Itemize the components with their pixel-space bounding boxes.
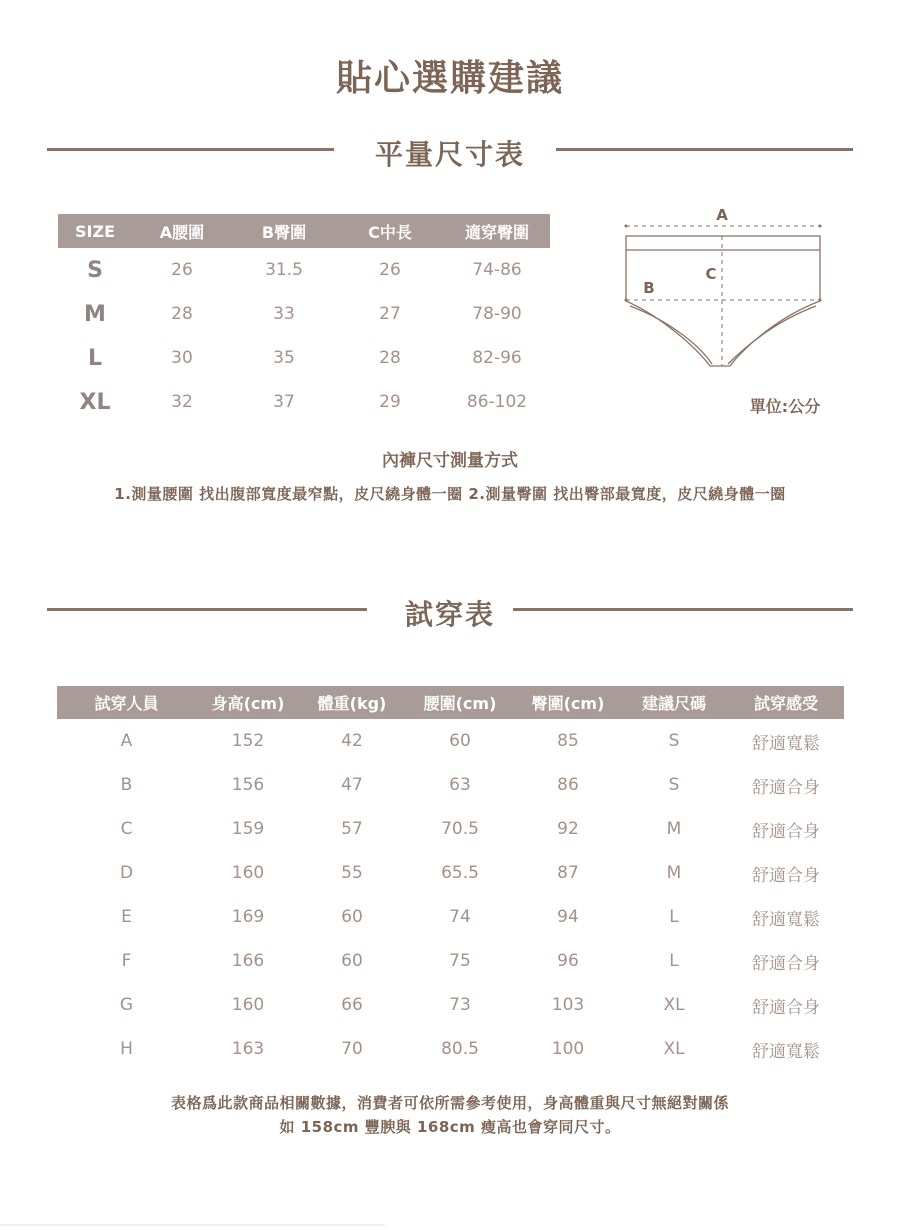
table-cell: 74 (449, 907, 471, 927)
table-cell: 26 (379, 260, 401, 280)
table-cell: 37 (273, 392, 295, 412)
table-cell: 35 (273, 348, 295, 368)
divider-right (513, 608, 853, 611)
table-cell: 160 (231, 863, 265, 883)
table-cell: M (666, 863, 682, 883)
table-cell: 60 (449, 731, 471, 751)
table-row (57, 983, 844, 1027)
table-cell: C (120, 819, 133, 839)
table-cell: 66 (341, 995, 363, 1015)
table-row (57, 939, 844, 983)
table-row (58, 248, 550, 292)
table-cell: 169 (231, 907, 265, 927)
table-cell: B (120, 775, 133, 795)
body-outline (626, 250, 820, 366)
divider-right (556, 148, 853, 151)
table-cell: 舒適合身 (752, 821, 820, 842)
table-cell: 31.5 (265, 260, 303, 280)
size-table (58, 214, 550, 424)
header-cell: 身高(cm) (196, 686, 300, 719)
table-cell: 82-96 (472, 348, 522, 368)
table-cell: D (119, 863, 134, 883)
table-row (58, 380, 550, 424)
table-cell: 舒適合身 (752, 953, 820, 974)
table-cell: 舒適寬鬆 (752, 733, 820, 754)
table-cell: H (120, 1039, 133, 1059)
table-cell: 78-90 (472, 304, 522, 324)
table-cell: 63 (449, 775, 471, 795)
table-cell: XL (663, 995, 685, 1015)
table-cell: 75 (449, 951, 471, 971)
table-cell: 47 (341, 775, 363, 795)
table-cell: 74-86 (472, 260, 522, 280)
table-cell: 85 (557, 731, 579, 751)
header-cell: A腰圍 (132, 214, 232, 248)
waistband-shape (626, 236, 820, 250)
table-cell: L (669, 907, 679, 927)
fitting-table-header (57, 686, 844, 719)
table-cell: 30 (171, 348, 193, 368)
table-row (58, 292, 550, 336)
size-label: S (87, 257, 103, 283)
header-cell: B臀圍 (232, 214, 336, 248)
table-cell: 舒適寬鬆 (752, 909, 820, 930)
measure-method-title: 內褲尺寸測量方式 (382, 451, 518, 471)
table-cell: 96 (557, 951, 579, 971)
table-cell: 60 (341, 907, 363, 927)
table-cell: 86-102 (466, 392, 528, 412)
table-cell: M (666, 819, 682, 839)
diagram-label-c: C (705, 265, 717, 283)
table-row (57, 807, 844, 851)
header-cell: 試穿感受 (728, 686, 844, 719)
table-cell: 42 (341, 731, 363, 751)
table-cell: 94 (557, 907, 579, 927)
header-cell: SIZE (58, 214, 132, 248)
table-cell: L (669, 951, 679, 971)
left-leg-curve (630, 306, 712, 364)
table-cell: 60 (341, 951, 363, 971)
table-cell: 160 (231, 995, 265, 1015)
table-cell: 舒適合身 (752, 865, 820, 886)
table-cell: E (121, 907, 132, 927)
table-cell: 26 (171, 260, 193, 280)
measure-method-text: 1.測量腰圍 找出腹部寬度最窄點，皮尺繞身體一圈 2.測量臀圍 找出臀部最寬度，皮尺繞身體一圈 (114, 485, 786, 503)
dim-endpoint (625, 299, 628, 302)
table-cell: 27 (379, 304, 401, 324)
table-cell: 28 (379, 348, 401, 368)
table-row (57, 895, 844, 939)
dim-endpoint (819, 299, 822, 302)
right-leg-curve (728, 306, 816, 364)
table-cell: G (119, 995, 134, 1015)
fit-section-title: 試穿表 (404, 598, 495, 631)
table-cell: 32 (171, 392, 193, 412)
table-cell: 舒適寬鬆 (752, 1041, 820, 1062)
table-cell: 156 (231, 775, 265, 795)
main-title: 貼心選購建議 (335, 58, 564, 99)
table-cell: 100 (551, 1039, 585, 1059)
table-cell: 166 (231, 951, 265, 971)
diagram-label-a: A (716, 206, 728, 224)
table-row (58, 336, 550, 380)
table-cell: 55 (341, 863, 363, 883)
header-cell: 適穿臀圍 (444, 214, 550, 248)
bottom-divider (0, 1224, 385, 1226)
header-cell: 試穿人員 (57, 686, 196, 719)
table-row (57, 719, 844, 763)
header-cell: C中長 (336, 214, 444, 248)
table-cell: 33 (273, 304, 295, 324)
table-cell: 159 (231, 819, 265, 839)
unit-label: 單位:公分 (749, 397, 821, 416)
table-cell: 65.5 (441, 863, 479, 883)
header-cell: 建議尺碼 (620, 686, 728, 719)
dim-endpoint (819, 225, 822, 228)
fitting-table (57, 686, 844, 1071)
size-table-header (58, 214, 550, 248)
size-label: L (87, 345, 103, 371)
table-cell: S (668, 775, 680, 795)
header-cell: 臀圍(cm) (516, 686, 620, 719)
table-cell: 舒適合身 (752, 997, 820, 1018)
underwear-diagram (600, 196, 840, 376)
table-cell: 152 (231, 731, 265, 751)
size-section-title: 平量尺寸表 (374, 138, 525, 171)
table-cell: 舒適合身 (752, 777, 820, 798)
table-cell: 87 (557, 863, 579, 883)
table-cell: 103 (551, 995, 585, 1015)
size-label: XL (79, 389, 111, 415)
diagram-label-b: B (643, 279, 655, 297)
footnote-line-2: 如 158cm 豐腴與 168cm 瘦高也會穿同尺寸。 (279, 1118, 621, 1136)
table-cell: 70 (341, 1039, 363, 1059)
footnote-line-1: 表格爲此款商品相關數據，消費者可依所需參考使用，身高體重與尺寸無絕對關係 (170, 1094, 729, 1112)
table-cell: 92 (557, 819, 579, 839)
table-cell: XL (663, 1039, 685, 1059)
dim-endpoint (625, 225, 628, 228)
table-cell: 86 (557, 775, 579, 795)
table-cell: A (120, 731, 133, 751)
size-label: M (84, 301, 106, 327)
table-cell: 73 (449, 995, 471, 1015)
table-cell: 28 (171, 304, 193, 324)
table-row (57, 1027, 844, 1071)
table-row (57, 763, 844, 807)
table-cell: 80.5 (441, 1039, 479, 1059)
table-row (57, 851, 844, 895)
table-cell: S (668, 731, 680, 751)
table-cell: 70.5 (441, 819, 479, 839)
table-cell: 57 (341, 819, 363, 839)
table-cell: 163 (231, 1039, 265, 1059)
table-cell: F (121, 951, 132, 971)
table-cell: 29 (379, 392, 401, 412)
header-cell: 腰圍(cm) (404, 686, 516, 719)
header-cell: 體重(kg) (300, 686, 404, 719)
